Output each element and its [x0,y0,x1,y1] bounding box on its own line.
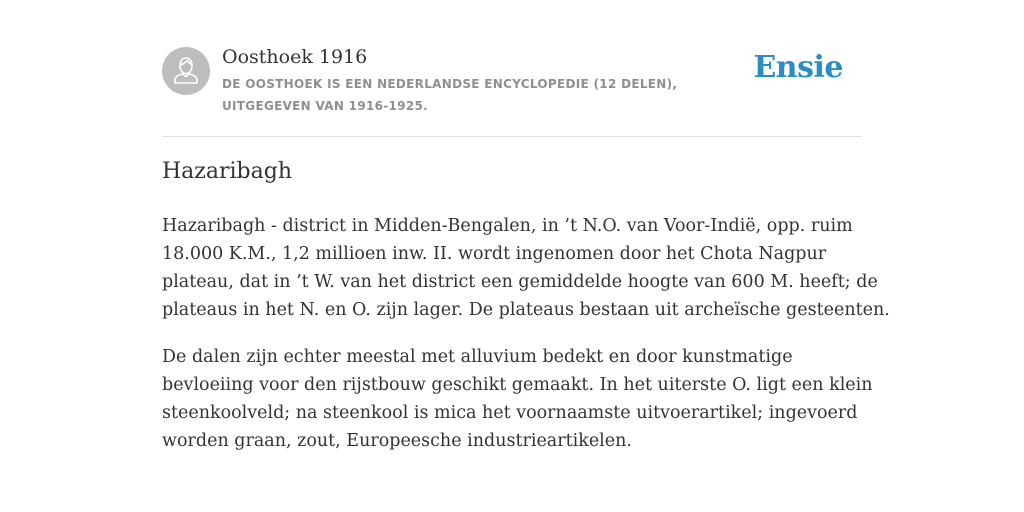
page-container [162,0,890,451]
paragraph-line: worden graan, zout, Europeesche industrieartikelen. [162,431,632,451]
source-description: DE OOSTHOEK IS EEN NEDERLANDSE ENCYCLOPEDIE (12 DELEN), UITGEGEVEN VAN 1916-1925. [222,77,678,113]
paragraph-line: 18.000 K.M., 1,2 millioen inw. II. wordt ingenomen door het Chota Nagpur [162,244,827,264]
paragraph-line: Hazaribagh - district in Midden-Bengalen, in ’t N.O. van Voor-Indië, opp. ruim [162,216,853,236]
article-paragraph [162,212,890,324]
paragraph-line: De dalen zijn echter meestal met alluvium bedekt en door kunstmatige [162,347,793,367]
avatar[interactable] [162,47,210,95]
article-body [162,212,890,474]
ensie-logo[interactable]: Ensie [753,50,843,85]
article-paragraph [162,343,873,455]
paragraph-line: steenkoolveld; na steenkool is mica het voornaamste uitvoerartikel; ingevoerd [162,403,858,423]
source-name[interactable]: Oosthoek 1916 [222,46,368,68]
source-header [162,0,862,137]
user-icon [162,47,210,95]
paragraph-line: plateau, dat in ’t W. van het district een gemiddelde hoogte van 600 M. heeft; de [162,272,878,292]
paragraph-line: plateaus in het N. en O. zijn lager. De plateaus bestaan uit archeïsche gesteenten. [162,300,890,320]
paragraph-line: bevloeiing voor den rijstbouw geschikt gemaakt. In het uiterste O. ligt een klein [162,375,873,395]
article-title: Hazaribagh [162,159,293,184]
